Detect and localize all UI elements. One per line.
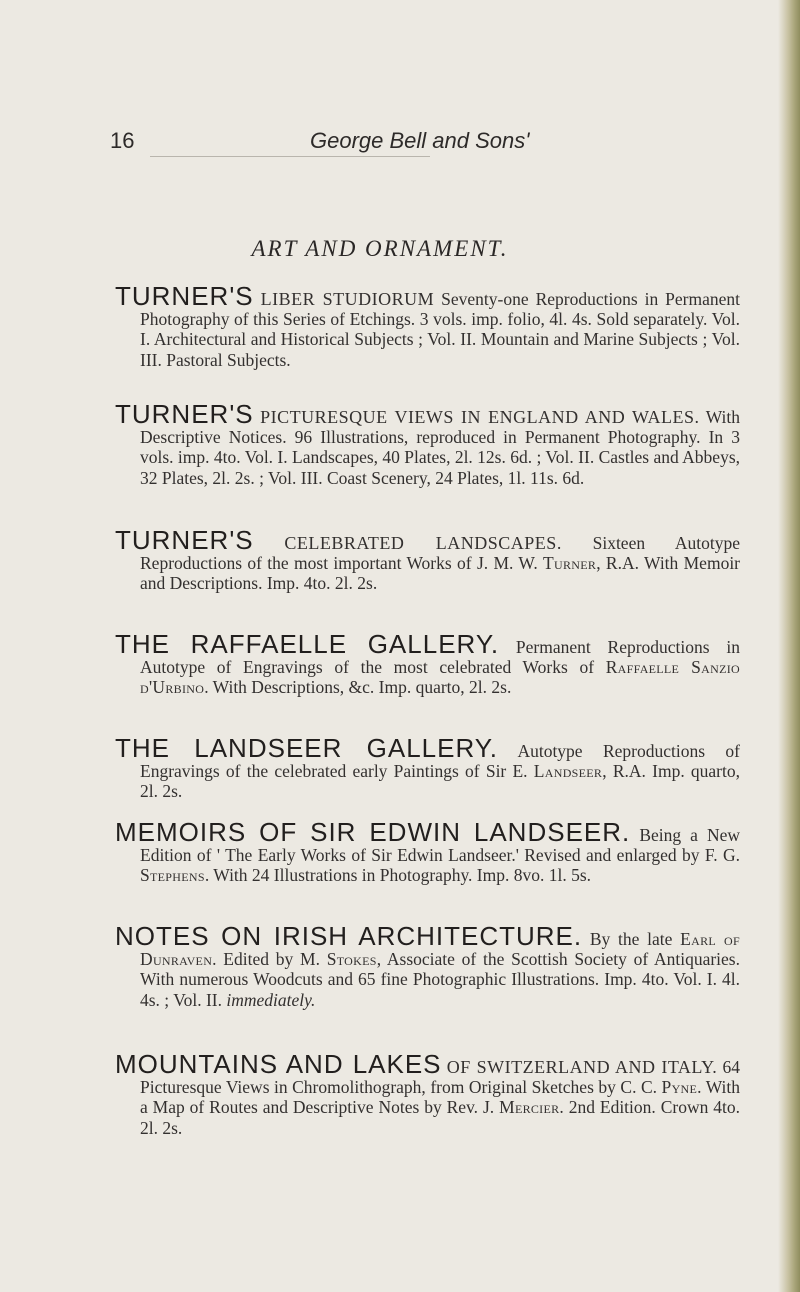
entry-heading: NOTES ON IRISH ARCHITECTURE. — [115, 921, 583, 951]
catalogue-entry — [115, 921, 740, 1010]
entry-text: Sixteen Autotype Reproductions of the most important Works of J. M. W. — [140, 533, 741, 574]
entry-text: , Associate of the Scottish Society of Antiquaries. With numerous Woodcuts and 65 fine Photographic Illustrations. Imp. 4to. Vol. I. 4l. 4s. ; Vol. II. — [140, 949, 740, 1010]
entry-name: Mercier — [499, 1097, 560, 1118]
entry-text: , R.A. With Memoir and Descriptions. Imp. 4to. 2l. 2s. — [140, 553, 741, 594]
entry-subhead: PICTURESQUE VIEWS IN ENGLAND AND WALES. — [260, 407, 700, 427]
catalogue-entry — [115, 525, 741, 594]
catalogue-entry — [115, 399, 741, 488]
catalogue-entry — [115, 281, 740, 370]
catalogue-entry — [115, 817, 741, 886]
entry-name: Earl of Dunraven — [140, 929, 740, 970]
catalogue-entry — [115, 1049, 741, 1138]
entry-text: . With Descriptions, &c. Imp. quarto, 2l. 2s. — [204, 677, 512, 698]
entry-heading: TURNER'S — [115, 525, 254, 555]
entry-heading: TURNER'S — [115, 281, 254, 311]
entry-heading: THE RAFFAELLE GALLERY. — [115, 629, 500, 659]
entry-text: . Edited by M. — [212, 949, 320, 970]
entry-subhead: OF SWITZERLAND AND ITALY. — [446, 1057, 718, 1077]
entry-subhead: CELEBRATED LANDSCAPES. — [284, 533, 562, 553]
entry-name: Turner — [543, 553, 597, 574]
running-head — [110, 118, 740, 158]
entry-name: Landseer — [533, 761, 603, 782]
catalogue-entry — [115, 733, 741, 802]
entry-heading: MOUNTAINS AND LAKES — [115, 1049, 442, 1079]
entry-text: Being a New Edition of ' The Early Works of Sir Edwin Landseer.' Revised and enlarged by F. G. — [140, 825, 741, 866]
entry-text: Seventy-one Reproductions in Permanent Photography of this Series of Etchings. 3 vols. imp. folio, 4l. 4s. Sold separately. Vol. I. Architectural and Historical Subjects ; Vol. II. Mountain and Marine Subjects ; Vol. III. Pastoral Subjects. — [140, 289, 740, 370]
page-binding-edge — [778, 0, 800, 1292]
entry-text: . With a Map of Routes and Descriptive Notes by Rev. J. — [140, 1077, 741, 1118]
page-number: 16 — [110, 128, 135, 153]
section-title: ART AND ORNAMENT. — [251, 236, 509, 261]
running-title: George Bell and Sons' — [310, 128, 530, 153]
entry-heading: TURNER'S — [115, 399, 254, 429]
entry-text: 64 Picturesque Views in Chromolithograph, from Original Sketches by C. C. — [140, 1057, 740, 1098]
entry-text: Permanent Reproductions in Autotype of Engravings of the most celebrated Works of — [140, 637, 741, 678]
entry-heading: MEMOIRS OF SIR EDWIN LANDSEER. — [115, 817, 631, 847]
entry-text: Autotype Reproductions of Engravings of the celebrated early Paintings of Sir E. — [140, 741, 741, 782]
entry-text: . 2nd Edition. Crown 4to. 2l. 2s. — [140, 1097, 740, 1138]
entry-name: Stokes — [326, 949, 377, 970]
entry-name: Stephens — [140, 865, 205, 886]
entry-text: , R.A. Imp. quarto, 2l. 2s. — [140, 761, 740, 802]
header-rule — [150, 156, 430, 157]
entry-text: With Descriptive Notices. 96 Illustrations, reproduced in Permanent Photography. In 3 vols. imp. 4to. Vol. I. Landscapes, 40 Plates, 2l. 12s. 6d. ; Vol. II. Castles and Abbeys, 32 Plates, 2l. 2s. ; Vol. III. Coast Scenery, 24 Plates, 1l. 11s. 6d. — [140, 407, 741, 488]
entry-subhead: LIBER STUDIORUM — [260, 289, 435, 309]
entry-heading: THE LANDSEER GALLERY. — [115, 733, 498, 763]
entry-name: Raffaelle Sanzio d'Urbino — [140, 657, 740, 698]
entry-name: Pyne — [661, 1077, 698, 1098]
catalogue-entry — [115, 629, 741, 698]
entry-text: By the late — [589, 929, 673, 949]
entry-text: . With 24 Illustrations in Photography. Imp. 8vo. 1l. 5s. — [204, 865, 592, 886]
entry-note: immediately. — [226, 989, 316, 1010]
